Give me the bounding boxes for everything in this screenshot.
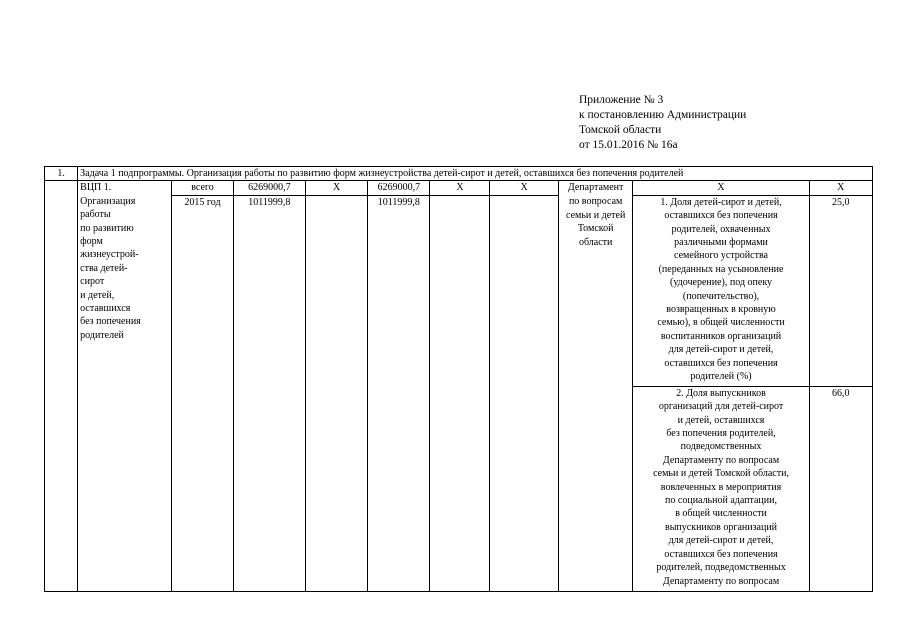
col-a-total: X	[306, 181, 368, 195]
appendix-header	[579, 93, 746, 153]
col-d-total: X	[490, 181, 558, 195]
executor-title: Департамент	[558, 181, 633, 195]
col-a-2015	[306, 195, 368, 591]
total-2015: 1011999,8	[233, 195, 306, 591]
col-b-2015: 1011999,8	[368, 195, 430, 591]
col-b-total: 6269000,7	[368, 181, 430, 195]
period-total: всего	[172, 181, 233, 195]
appendix-region-line: Томской области	[579, 124, 662, 136]
period-2015: 2015 год	[172, 195, 233, 591]
col-c-2015	[430, 195, 490, 591]
col-d-2015	[490, 195, 558, 591]
program-name-cell	[78, 181, 172, 591]
indicator-1-text: 1. Доля детей-сирот и детей, оставшихся без попечения родителей, охваченных различными формами семейного устройства (переданных на усыновление (удочерение), под опеку (попечительство), возвращенных в кровную семью), в общей численности воспитанников организаций для детей-сирот и детей, оставшихся без попечения родителей (%)	[633, 195, 809, 386]
indicator-2-value: 66,0	[809, 386, 872, 591]
program-table	[44, 166, 873, 592]
indicator-1-value: 25,0	[809, 195, 872, 386]
col-c-total: X	[430, 181, 490, 195]
total-amount: 6269000,7	[233, 181, 306, 195]
appendix-title: Приложение № 3	[579, 94, 664, 106]
task-row	[45, 167, 873, 181]
appendix-date-line: от 15.01.2016 № 16а	[579, 139, 678, 151]
total-row	[45, 181, 873, 195]
value-header: X	[809, 181, 872, 195]
appendix-resolution-line: к постановлению Администрации	[579, 109, 747, 121]
indicator-2-text: 2. Доля выпускников организаций для детей-сирот и детей, оставшихся без попечения родителей, подведомственных Департаменту по вопросам семьи и детей Томской области, вовлеченных в мероприятия по социальной адаптации, в общей численности выпускников организаций для детей-сирот и детей, оставшихся без попечения родителей, подведомственных Департаменту по вопросам	[633, 386, 809, 591]
row-number: 1.	[57, 168, 65, 179]
task-title: Задача 1 подпрограммы. Организация работы по развитию форм жизнеустройства детей-сирот и детей, оставшихся без попечения родителей	[80, 168, 684, 179]
indicator-header: X	[633, 181, 809, 195]
empty-number-cell	[45, 181, 78, 591]
task-title-cell	[78, 167, 873, 181]
executor-name: по вопросам семьи и детей Томской области	[558, 195, 633, 591]
row-number-cell	[45, 167, 78, 181]
program-name: ВЦП 1. Организация работы по развитию форм жизнеустрой- ства детей- сирот и детей, оставшихся без попечения родителей	[80, 182, 141, 341]
